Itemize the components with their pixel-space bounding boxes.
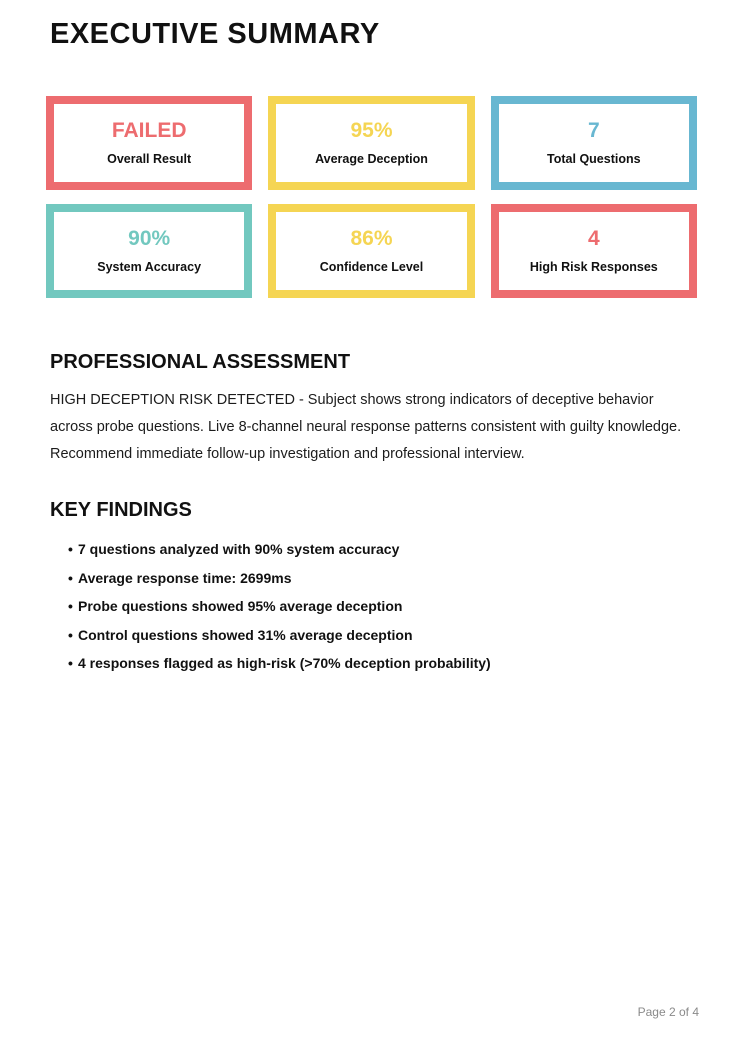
key-findings-heading: KEY FINDINGS: [50, 499, 192, 521]
stat-card-system-accuracy: [46, 204, 252, 298]
stat-value: 7: [587, 119, 600, 142]
stat-card-total-questions: [491, 96, 697, 190]
page-number: Page 2 of 4: [637, 1005, 699, 1019]
bullet-icon: •: [68, 598, 73, 614]
finding-text: Average response time: 2699ms: [78, 569, 292, 586]
stat-label: Total Questions: [547, 152, 641, 166]
finding-text: 7 questions analyzed with 90% system accuracy: [78, 541, 400, 557]
finding-text: Control questions showed 31% average deception: [78, 626, 413, 643]
finding-item: [68, 541, 697, 557]
stat-value: 90%: [128, 227, 171, 250]
stat-value: 4: [587, 227, 600, 250]
stat-label: High Risk Responses: [529, 260, 658, 274]
bullet-icon: •: [68, 569, 73, 586]
finding-item: [68, 655, 697, 671]
stat-card-average-deception: [268, 96, 474, 190]
page-title: EXECUTIVE SUMMARY: [50, 18, 380, 50]
stat-label: Overall Result: [107, 152, 192, 166]
stat-cards-grid: [46, 96, 697, 298]
stat-card-overall-result: [46, 96, 252, 190]
finding-item: [68, 570, 697, 586]
finding-item: [68, 598, 697, 614]
stat-label: Confidence Level: [319, 260, 424, 274]
key-findings-list: [46, 541, 697, 671]
stat-label: Average Deception: [315, 152, 428, 166]
assessment-heading: PROFESSIONAL ASSESSMENT: [50, 351, 351, 373]
stat-value: 95%: [350, 119, 393, 142]
stat-value: 86%: [350, 227, 393, 250]
bullet-icon: •: [68, 655, 73, 671]
stat-card-confidence-level: [268, 204, 474, 298]
assessment-body: HIGH DECEPTION RISK DETECTED - Subject shows strong indicators of deceptive behavior across probe questions. Live 8-channel neural response patterns consistent with guilty knowledge. Recommend immediate follow-up investigation and professional interview.: [50, 392, 682, 462]
bullet-icon: •: [68, 626, 73, 643]
stat-label: System Accuracy: [97, 260, 202, 274]
finding-item: [68, 627, 697, 643]
stat-card-high-risk-responses: [491, 204, 697, 298]
stat-value: FAILED: [111, 119, 187, 142]
bullet-icon: •: [68, 541, 73, 557]
finding-text: 4 responses flagged as high-risk (>70% deception probability): [78, 655, 491, 671]
finding-text: Probe questions showed 95% average deception: [78, 598, 403, 614]
